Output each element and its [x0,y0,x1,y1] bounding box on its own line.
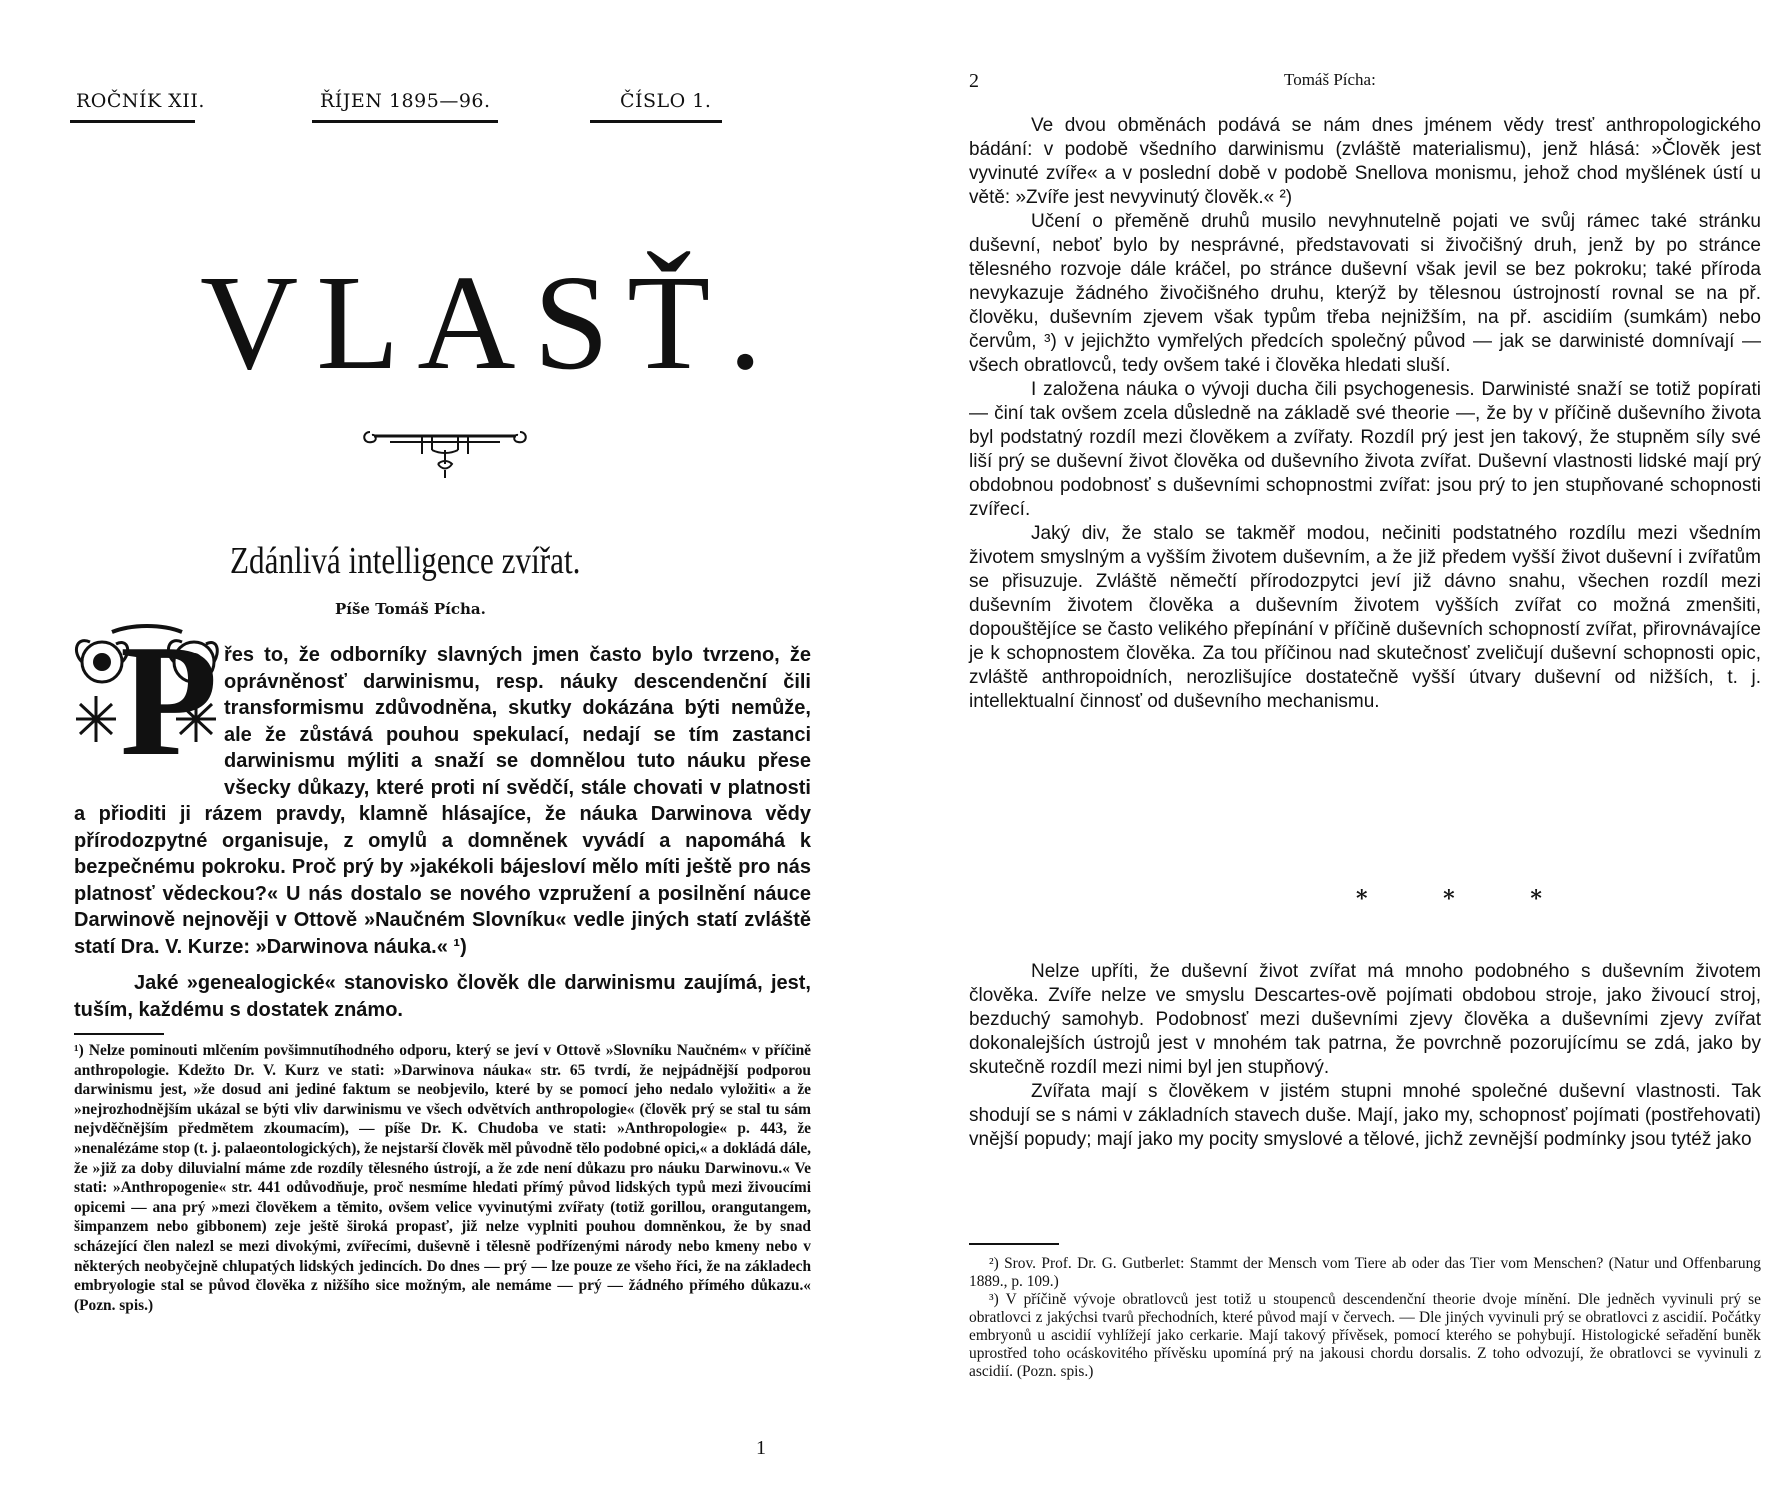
ornament-icon [360,420,530,480]
page-number-left: 1 [756,1437,766,1459]
footnotes-right [969,1255,1761,1381]
right-page [888,0,1776,1500]
footnote-rule [74,1033,164,1035]
footnote-2: ²) Srov. Prof. Dr. G. Gutberlet: Stammt der Mensch vom Tiere ab oder das Tier vom Menschen? (Natur und Offenbarung 1889., p. 109.) [969,1255,1761,1290]
paragraph-1 [74,642,811,960]
right-body-continued [969,960,1761,1152]
header-rule-center [312,120,498,123]
page-number-right: 2 [969,70,979,92]
right-paragraph-1: Ve dvou obměnách podává se nám dnes jménem vědy tresť anthropologického bádání: v podobě všedního darwinismu (zvláště materialismu), jenž hlásá: »Člověk jest vyvinuté zvíře« a v poslední době v podobě Snellova monismu, jehož chod myšlének ústí u větě: »Zvíře jest nevyvinutý člověk.« ²) [969,115,1761,208]
header-volume: ROČNÍK XII. [76,90,205,112]
header-rule-left [70,120,195,123]
article-title: Zdánlivá intelligence zvířat. [230,540,581,582]
journal-title: VLASŤ. [200,248,781,398]
right-paragraph-3: I založena náuka o vývoji ducha čili psychogenesis. Darwinisté snaží se totiž popírati — činí tak ovšem zcela důsledně na základě své theorie —, že by v příčině duševního života byl podstatný rozdíl mezi člověkem a zvířaty. Rozdíl prý jest jen takový, že stupněm síly své liší prý se duševní život člověka od duševního života zvířat. Duševní vlastnosti lidské mají prý obdobnou podobnosť s duševními schopnostmi zvířat: jsou prý to jen stupňované schopnosti zvířecí. [969,379,1761,520]
byline: Píše Tomáš Pícha. [335,600,486,618]
paragraph-2: Jaké »genealogické« stanovisko člověk dle darwinismu zaujímá, jest, tuším, každému s dostatek známo. [74,972,811,1021]
running-head: Tomáš Pícha: [1284,70,1376,89]
right-paragraph-2: Učení o přeměně druhů musilo nevyhnutelně pojati ve svůj rámec také stránku duševní, neboť bylo by nesprávné, představovati si živočišný druh, jenž by po stránce tělesného rozvoje dále kráčel, po stránce duševní však jevil se bez pokroku; také příroda nevykazuje žádného živočišného druhu, kterýž by tělesnou ústrojností rovnal se na př. člověku, duševním zjevem však typům třeba nejnižším, na př. ascidiím (sumkám) nebo červům, ³) v jejichžto vymřelých předcích společný původ — jak se darwinisté domnívají — všech obratlovců, tedy ovšem také i člověka hledati sluší. [969,211,1761,376]
right-paragraph-4: Jaký div, že stalo se takměř modou, nečiniti podstatného rozdílu mezi všedním životem smyslným a vyšším životem duševním, a že již předem vyšší život duševní i zvířatům se přisuzuje. Zvláště němečtí přírodozpytci jeví již dávno snahu, všechen rozdíl mezi duševním životem člověka a duševním životem vyšších zvířat co možná zmenšiti, dopouštějíce se často velikého přepínání v příčině duševních schopností zvířat, přirovnávajíce je k schopnostem člověka. Za tou příčinou nad skutečnosť zveličují duševní schopnosti opic, zvláště anthropoidních, nerozlišujíce dostatečně vyšší útvary duševní od nižších, t. j. intellektualní činnosť od duševního mechanismu. [969,523,1761,712]
section-separator: * * * [1356,886,1576,912]
right-paragraph-6: Zvířata mají s člověkem v jistém stupni mnohé společné duševní vlastnosti. Tak shodují se s námi v základních stavech duše. Mají, jako my, schopnosť pojímati (postřehovati) vnější popudy; mají jako my pocity smyslové a tělové, jichž zevnější podmínky jsou tytéž jako [969,1081,1761,1150]
header-date: ŘÍJEN 1895—96. [320,90,491,112]
right-paragraph-5: Nelze upříti, že duševní život zvířat má mnoho podobného s duševním životem člověka. Zvíře nelze ve smyslu Descartes-ově pojímati obdobou stroje, jako živoucí stroj, bezduchý samohyb. Podobnosť mezi duševními zjevy člověka a duševními zjevy zvířat dokonalejších ústrojů jest v mnohém tak patrna, že povrchně pozorujícímu se zdá, jako by skutečně rozdíl mezi nimi byl jen stupňový. [969,961,1761,1078]
footnote-rule-right [969,1243,1059,1245]
dropcap-letter: P [120,611,218,789]
paragraph-1-text: řes to, že odborníky slavných jmen často bylo tvrzeno, že oprávněnosť darwinismu, resp. náuky descendenční čili transformismu zdůvodněna, skutky dokázána býti nemůže, ale že zůstává pouhou spekulací, nedají se tím zastanci darwinismu mýliti a snaží se domnělou tuto náuku přese všecky důkazy, které proti ní svědčí, stále chovati v platnosti a přioditi ji rázem pravdy, klamně hlásajíce, že náuka Darwinova vědy přírodozpytné organisuje, z omylů a domněnek vyvádí a napomáhá k bezpečnému pokroku. Proč prý by »jakékoli bájesloví mělo míti ještě pro nás platnosť vědeckou?« U nás dostalo se nového vzpružení a posilnění náuce Darwinově nejnověji v Ottově »Naučném Slovníku« vedle jiných statí zvláště statí Dra. V. Kurze: »Darwinova náuka.« ¹) [74,644,811,958]
header-rule-right [590,120,722,123]
footnote-1: ¹) Nelze pominouti mlčením povšimnutíhodného odporu, který se jeví v Ottově »Slovníku Naučném« v příčině anthropologie. Kdežto Dr. V. Kurz ve stati: »Darwinova náuka« str. 65 tvrdí, že nejpádnější podporou darwinismu jest, »že dosud ani jediné faktum se neobjevilo, které by se pomocí jeho nedalo vyložiti« a že »nejrozhodnějším ukázal se býti vliv darwinismu ve všech odvětvích anthropologie« (člověk prý se stal tu sám nejvděčnějším předmětem zkoumacím), — píše Dr. K. Chudoba ve stati: »Anthropologie« p. 443, že »nenalézáme stop (t. j. palaeontologických), že nejstarší člověk měl původně tělo podobné opici,« a dokládá dále, že »již za doby diluvialní máme zde rozdíly tělesného ústrojí, a že zde není důkazu pro náuku Darwinovu.« Ve stati: »Anthropogenie« str. 441 odůvodňuje, proč nesmíme hledati přímý původ lidských typů mezi živoucími opicemi — ana prý »mezi člověkem a těmito, ovšem velice vyvinutými zvířaty (totiž gorillou, orangutangem, šimpanzem nebo gibbonem) zeje ještě široká propasť, již nelze vyplniti pouhou domněnkou, že by snad scházející člen nalezl se mezi divokými, zvířecími, duševně i tělesně podřízenými národy nebo kmeny nebo v některých neobyčejně chlupatých lidských jedincích. Do dnes — prý — lze pouze ze všeho říci, že na základech embryologie stal se původ člověka z nižšího sice možným, ale nemáme — prý — žádného přímého důkazu.« (Pozn. spis.) [74,1042,811,1314]
right-body [969,114,1761,714]
header-issue: ČÍSLO 1. [620,90,712,112]
footnote-3: ³) V příčině vývoje obratlovců jest totiž u stoupenců descendenční theorie dvoje mínění. Dle jedněch vyvinuli prý se obratlovci z jakýchsi tvarů přechodních, které původ mají v červech. — Dle jiných vyvinuli prý se obratlovci z ascidií. Počátky embryonů u ascidií vyhlížejí jako cerkarie. Mají takový přívěsek, pomocí kterého se pohybují. Histologické seřadění buněk uprostřed toho ocáskovitého přívěsku upomíná prý na jakousi chordu dorsalis. Z toho odvozují, že obratlovci se vyvinuli z ascidií. (Pozn. spis.) [969,1291,1761,1380]
